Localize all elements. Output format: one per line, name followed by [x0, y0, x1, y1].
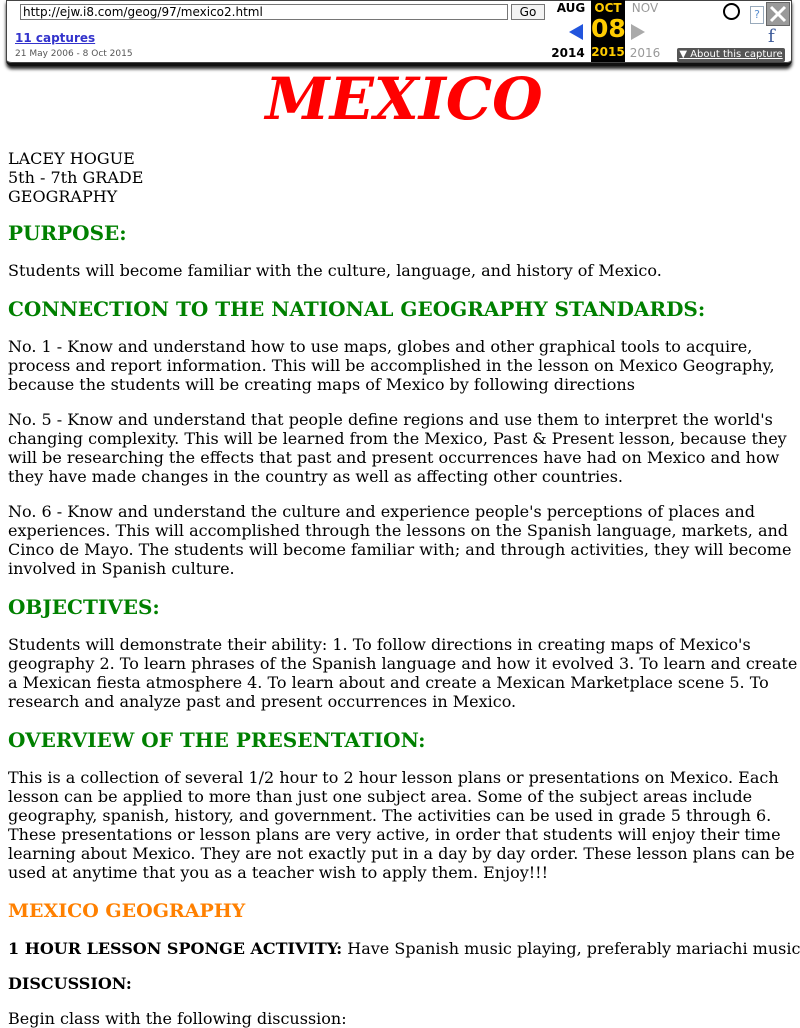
objectives-text: Students will demonstrate their ability: 1. To follow directions in creating maps of Mexico's geography 2. To learn phrases of the Spanish language and how it evolved 3. To learn and create a Mexican fiesta atmosphere 4. To learn about and create a Mexican Marketplace scene 5. To research and analyze past and present occurrences in Mexico.: [8, 635, 798, 711]
discussion-label: DISCUSSION:: [8, 974, 132, 993]
current-day-label: 08: [591, 14, 626, 43]
url-input[interactable]: [20, 4, 508, 20]
standard-5-text: No. 5 - Know and understand that people define regions and use them to interpret the world's changing complexity. This will be learned from the Mexico, Past & Present lesson, because they will be researching the effects that past and present occurrences have had on Mexico and how they have made changes in the country as well as affecting other countries.: [8, 410, 787, 486]
standards-heading: CONNECTION TO THE NATIONAL GEOGRAPHY STANDARDS:: [8, 297, 706, 321]
purpose-text: Students will become familiar with the culture, language, and history of Mexico.: [8, 261, 662, 280]
standard-6-text: No. 6 - Know and understand the culture and experience people's perceptions of places and experiences. This will accomplished through the lessons on the Spanish language, markets, and Cinco de Mayo. The students will become familiar with; and through activities, they will become involved in Spanish culture.: [8, 502, 792, 578]
go-button[interactable]: Go: [511, 4, 545, 20]
loading-circle-icon: [723, 3, 740, 20]
help-icon[interactable]: ?: [750, 6, 764, 24]
captures-link[interactable]: 11 captures: [15, 31, 96, 45]
current-month-label: OCT: [594, 1, 622, 15]
capture-date-range: 21 May 2006 - 8 Oct 2015: [15, 49, 133, 59]
page-title: MEXICO: [265, 65, 543, 133]
next-month-label: NOV: [631, 1, 659, 15]
sponge-text: Have Spanish music playing, preferably mariachi music: [342, 939, 800, 958]
prev-capture-arrow-icon[interactable]: [569, 24, 583, 40]
overview-heading: OVERVIEW OF THE PRESENTATION:: [8, 728, 426, 752]
grade-level: 5th - 7th GRADE: [8, 168, 144, 187]
page-content: [8, 62, 800, 1028]
prev-year-label[interactable]: 2014: [551, 46, 585, 60]
next-year-label: 2016: [629, 46, 661, 60]
discussion-text: Begin class with the following discussion:: [8, 1009, 347, 1028]
overview-text: This is a collection of several 1/2 hour to 2 hour lesson plans or presentations on Mexico. Each lesson can be applied to more than just one subject area. Some of the subject areas include geography, spanish, history, and government. The activities can be used in grade 5 through 6. These presentations or lesson plans are very active, in order that students will enjoy their time learning about Mexico. They are not exactly put in a day by day order. These lesson plans can be used at anytime that you as a teacher wish to apply them. Enjoy!!!: [8, 768, 795, 882]
discussion-label-line: [8, 974, 800, 993]
facebook-icon[interactable]: f: [768, 26, 775, 47]
author-block: [8, 149, 800, 206]
close-icon[interactable]: [766, 2, 790, 26]
sponge-activity: [8, 939, 800, 958]
current-year-label: 2015: [591, 45, 625, 59]
current-capture-date: [591, 0, 625, 62]
sponge-label: 1 HOUR LESSON SPONGE ACTIVITY:: [8, 939, 343, 958]
objectives-heading: OBJECTIVES:: [8, 595, 160, 619]
geography-heading: MEXICO GEOGRAPHY: [8, 900, 246, 922]
prev-month-label[interactable]: AUG: [556, 1, 586, 15]
wayback-toolbar: [6, 0, 792, 66]
author-name: LACEY HOGUE: [8, 149, 135, 168]
next-capture-arrow-icon: [631, 24, 645, 40]
purpose-heading: PURPOSE:: [8, 221, 127, 245]
about-capture-button[interactable]: ▼ About this capture: [677, 48, 785, 62]
subject: GEOGRAPHY: [8, 187, 118, 206]
standard-1-text: No. 1 - Know and understand how to use maps, globes and other graphical tools to acquire, process and report information. This will be accomplished in the lesson on Mexico Geography, because the students will be creating maps of Mexico by following directions: [8, 337, 775, 394]
